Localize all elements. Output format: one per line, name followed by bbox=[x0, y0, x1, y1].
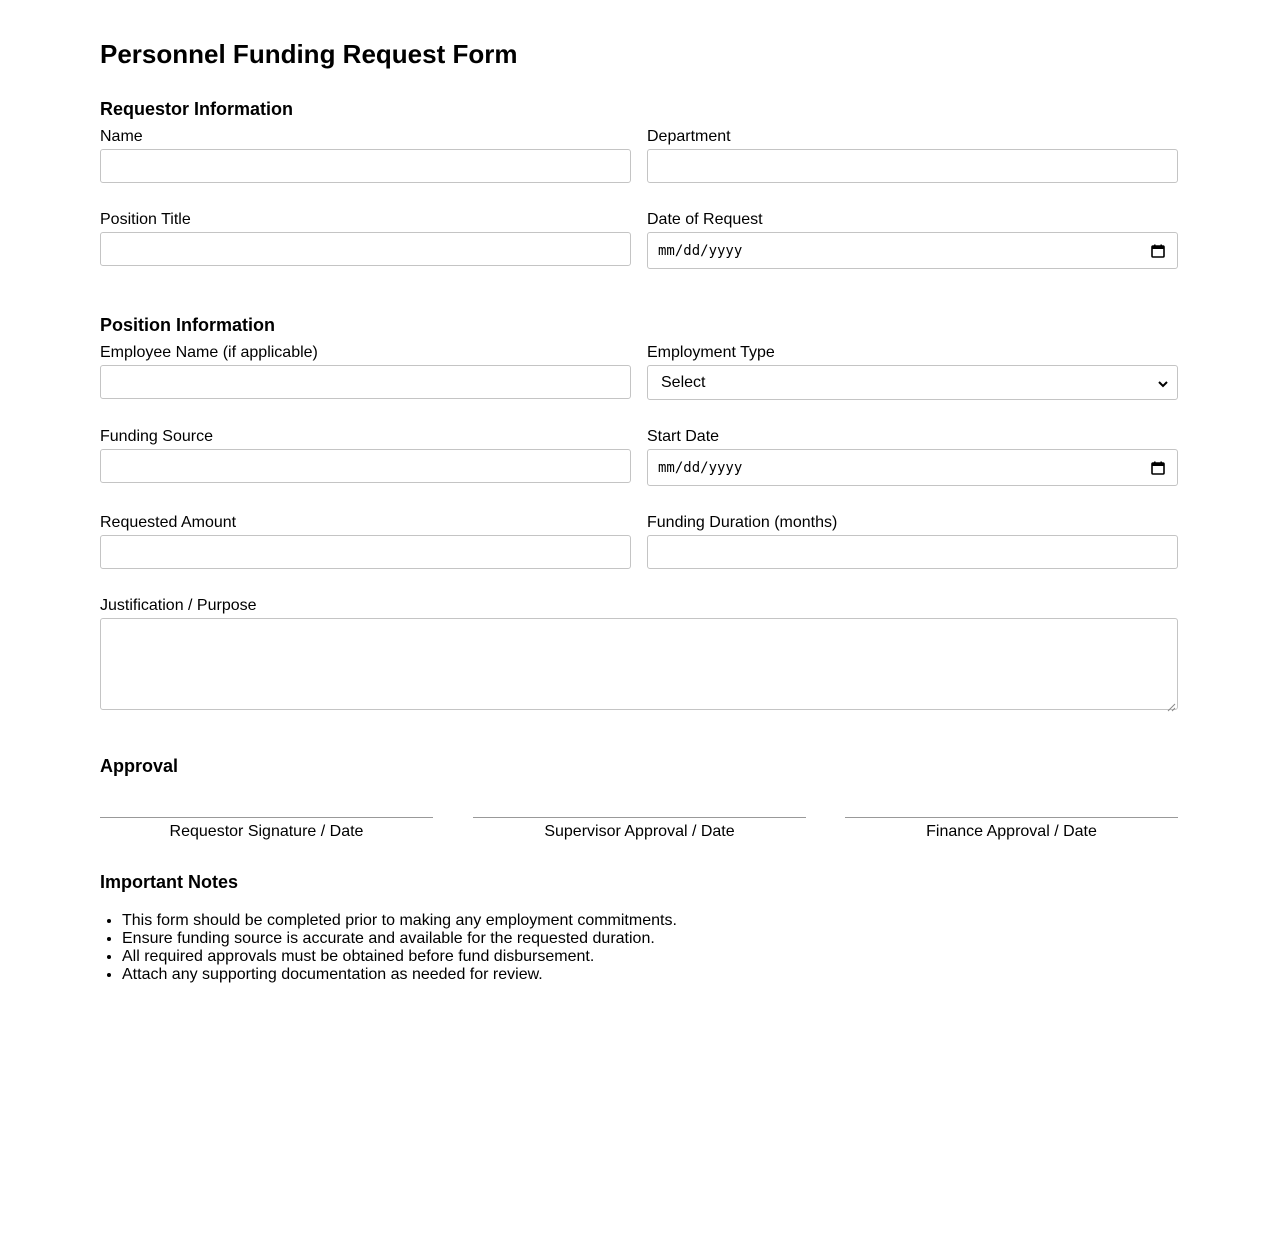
employment-type-label: Employment Type bbox=[647, 344, 775, 361]
notes-list bbox=[100, 912, 677, 984]
employee-name-input[interactable] bbox=[100, 365, 631, 399]
calendar-icon[interactable] bbox=[1151, 244, 1165, 258]
department-input[interactable] bbox=[647, 149, 1178, 183]
start-date-label: Start Date bbox=[647, 428, 720, 445]
name-label: Name bbox=[100, 128, 143, 145]
requested-amount-label: Requested Amount bbox=[100, 514, 237, 531]
requested-amount-input[interactable] bbox=[100, 535, 631, 569]
department-label: Department bbox=[647, 128, 731, 145]
justification-label: Justification / Purpose bbox=[100, 597, 257, 614]
finance-approval-label: Finance Approval / Date bbox=[926, 823, 1097, 840]
date-of-request-label: Date of Request bbox=[647, 211, 763, 228]
requestor-section-heading: Requestor Information bbox=[100, 99, 294, 119]
justification-textarea[interactable] bbox=[100, 618, 1178, 710]
funding-source-input[interactable] bbox=[100, 449, 631, 483]
requestor-signature-label: Requestor Signature / Date bbox=[169, 823, 364, 840]
approval-section-heading: Approval bbox=[100, 756, 179, 776]
employment-type-selected-value: Select bbox=[661, 373, 706, 391]
start-date-placeholder: mm/dd/yyyy bbox=[658, 459, 743, 476]
chevron-down-icon bbox=[1157, 377, 1169, 389]
note-item: • All required approvals must be obtained before fund disbursement. bbox=[122, 948, 677, 966]
requestor-signature-line[interactable] bbox=[100, 817, 433, 842]
employment-type-select[interactable] bbox=[647, 365, 1178, 400]
date-of-request-input[interactable] bbox=[647, 232, 1178, 269]
notes-section-heading: Important Notes bbox=[100, 872, 239, 892]
form-title: Personnel Funding Request Form bbox=[100, 39, 518, 69]
name-input[interactable] bbox=[100, 149, 631, 183]
note-item: • This form should be completed prior to making any employment commitments. bbox=[122, 912, 677, 930]
date-of-request-placeholder: mm/dd/yyyy bbox=[658, 242, 743, 259]
position-title-input[interactable] bbox=[100, 232, 631, 266]
note-item: • Attach any supporting documentation as needed for review. bbox=[122, 966, 677, 984]
funding-source-label: Funding Source bbox=[100, 428, 213, 445]
finance-approval-line[interactable] bbox=[845, 817, 1178, 842]
supervisor-approval-label: Supervisor Approval / Date bbox=[544, 823, 735, 840]
note-item: • Ensure funding source is accurate and available for the requested duration. bbox=[122, 930, 677, 948]
supervisor-approval-line[interactable] bbox=[473, 817, 806, 842]
funding-duration-input[interactable] bbox=[647, 535, 1178, 569]
funding-duration-label: Funding Duration (months) bbox=[647, 514, 838, 531]
position-section-heading: Position Information bbox=[100, 315, 275, 335]
employee-name-label: Employee Name (if applicable) bbox=[100, 344, 318, 361]
position-title-label: Position Title bbox=[100, 211, 191, 228]
resize-grip-icon[interactable] bbox=[1167, 699, 1176, 708]
start-date-input[interactable] bbox=[647, 449, 1178, 486]
calendar-icon[interactable] bbox=[1151, 461, 1165, 475]
